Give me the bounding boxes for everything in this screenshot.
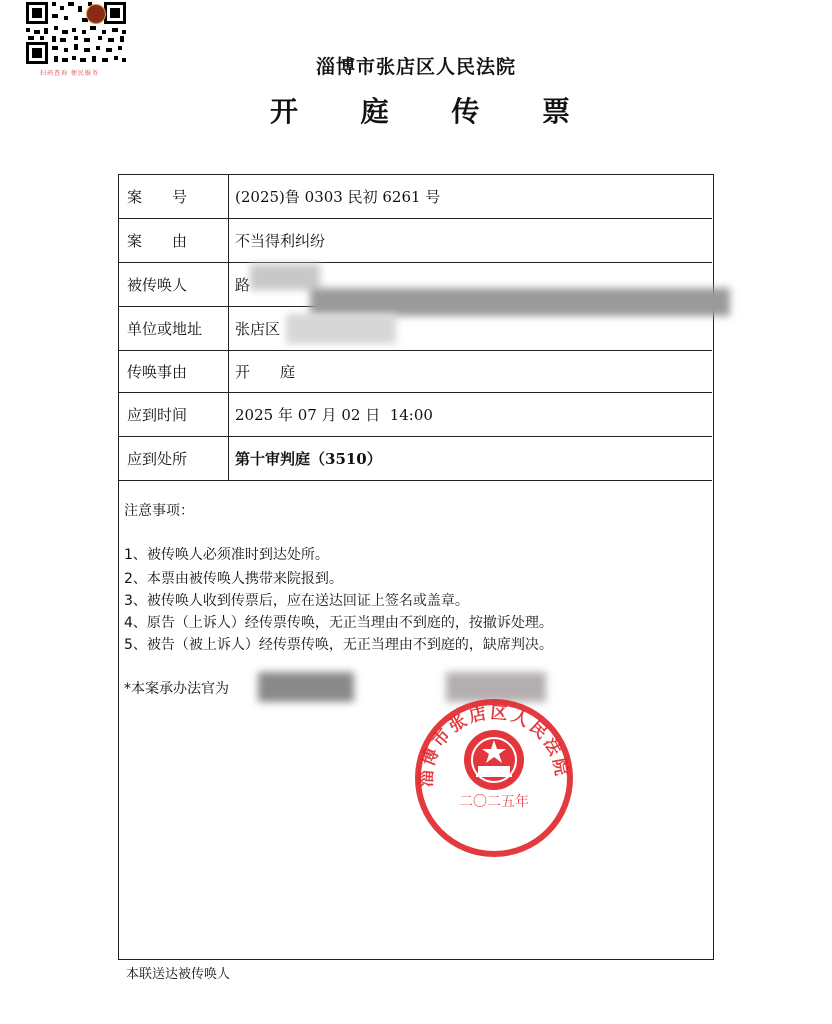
redaction-blur bbox=[310, 288, 730, 316]
field-value: 开 庭 bbox=[235, 363, 296, 381]
field-value: 张店区 bbox=[235, 320, 281, 338]
notes-item: 1、被传唤人必须准时到达处所。 bbox=[124, 547, 329, 563]
document-title bbox=[270, 90, 570, 130]
notes-item: 3、被传唤人收到传票后，应在送达回证上签名或盖章。 bbox=[124, 593, 469, 609]
seal-top-text: 淄博市张店区人民法院 bbox=[416, 702, 572, 788]
field-label: 案 号 bbox=[119, 175, 229, 218]
row-case-number bbox=[119, 175, 712, 219]
field-label: 被传唤人 bbox=[119, 263, 229, 306]
court-name: 淄博市张店区人民法院 bbox=[315, 56, 516, 78]
footer-note: 本联送达被传唤人 bbox=[126, 967, 231, 982]
national-emblem-icon bbox=[464, 730, 524, 790]
field-value: (2025)鲁 0303 民初 6261 号 bbox=[235, 188, 441, 206]
seal-bottom-text: 二〇二五年 bbox=[459, 794, 529, 810]
field-value: 不当得利纠纷 bbox=[235, 232, 326, 250]
field-label: 案 由 bbox=[119, 219, 229, 262]
notes-item: 4、原告（上诉人）经传票传唤，无正当理由不到庭的，按撤诉处理。 bbox=[124, 615, 553, 631]
title-char: 票 bbox=[541, 95, 570, 128]
court-seal bbox=[404, 698, 584, 858]
notes-item: 5、被告（被上诉人）经传票传唤，无正当理由不到庭的，缺席判决。 bbox=[124, 637, 553, 653]
title-char: 庭 bbox=[360, 95, 389, 128]
row-appearance-place bbox=[119, 437, 712, 481]
field-value: 2025 年 07 月 02 日 14:00 bbox=[235, 406, 433, 424]
qr-caption: 扫码查询 便民服务 bbox=[40, 70, 99, 77]
redaction-blur bbox=[250, 264, 320, 290]
title-char: 开 bbox=[270, 95, 299, 128]
redaction-blur bbox=[258, 672, 354, 702]
title-char: 传 bbox=[451, 95, 480, 128]
field-value: 第十审判庭（3510） bbox=[235, 450, 382, 468]
row-summons-reason bbox=[119, 351, 712, 393]
field-value: 路 bbox=[235, 276, 251, 294]
redaction-blur bbox=[286, 314, 396, 344]
notes-heading: 注意事项： bbox=[124, 503, 194, 519]
judge-line: *本案承办法官为 bbox=[124, 681, 229, 697]
row-case-cause bbox=[119, 219, 712, 263]
field-label: 传唤事由 bbox=[119, 351, 229, 392]
field-label: 应到处所 bbox=[119, 437, 229, 480]
field-label: 应到时间 bbox=[119, 393, 229, 436]
row-appearance-time bbox=[119, 393, 712, 437]
notes-item: 2、本票由被传唤人携带来院报到。 bbox=[124, 571, 343, 587]
field-label: 单位或地址 bbox=[119, 307, 229, 350]
court-emblem-icon bbox=[86, 4, 106, 24]
